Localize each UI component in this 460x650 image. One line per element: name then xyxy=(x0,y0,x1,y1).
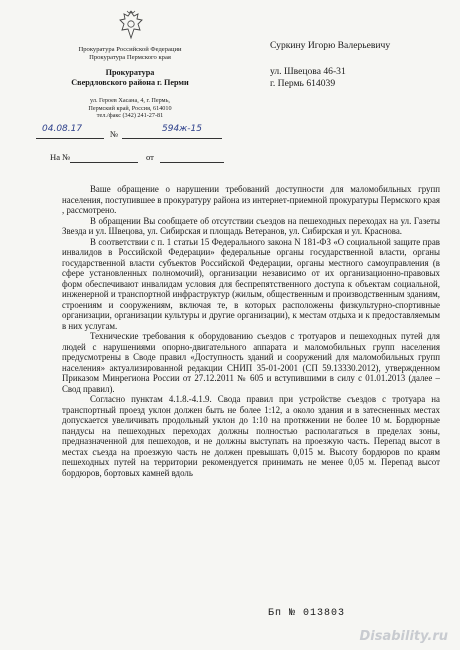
paragraph-4: Технические требования к оборудованию съездов с тротуаров и пешеходных путей для людей с нарушениями опорно-двигательного аппарата и маломобильных групп населения предусмотрены в Своде правил «Доступность зданий и сооружений для маломобильных групп населения» актуализированной редакции СНИП 35-01-2001 (СП 59.13330.2012), утвержденном Приказом Минрегиона России от 27.12.2011 № 605 и вступившими в силу с 01.01.2013 (далее – Свод правил). xyxy=(62,331,440,394)
paragraph-2: В обращении Вы сообщаете об отсутствии съездов на пешеходных переходах на ул. Газеты Звезда и ул. Швецова, ул. Сибирская и площадь Ветеранов, ул. Сибирская и ул. Краснова. xyxy=(62,215,440,236)
org-title xyxy=(40,68,220,87)
org-bold-line2: Свердловского района г. Перми xyxy=(71,77,189,87)
org-line-federal: Прокуратура Российской Федерации xyxy=(78,46,182,53)
letter-body xyxy=(62,184,440,478)
na-label: На № xyxy=(50,152,71,162)
org-names xyxy=(40,46,220,62)
org-line-regional: Прокуратура Пермского края xyxy=(89,54,171,61)
recipient-block xyxy=(270,40,390,90)
ot-underline xyxy=(160,162,224,163)
incoming-reference xyxy=(50,152,240,166)
number-underline xyxy=(122,138,222,139)
handwritten-date: 04.08.17 xyxy=(42,124,83,134)
org-address xyxy=(40,97,220,120)
form-serial-number: Бп № 013803 xyxy=(268,608,346,619)
outgoing-reference xyxy=(36,124,226,142)
recipient-city: г. Пермь 614039 xyxy=(270,78,336,89)
org-bold-line1: Прокуратура xyxy=(105,68,155,77)
recipient-street: ул. Швецова 46-31 xyxy=(270,66,346,77)
number-label: № xyxy=(110,129,119,139)
org-addr-line1: ул. Героев Хасана, 4, г. Пермь, xyxy=(90,97,170,104)
coat-of-arms-emblem xyxy=(118,10,144,42)
recipient-name: Суркину Игорю Валерьевичу xyxy=(270,40,391,51)
na-underline xyxy=(70,162,138,163)
site-watermark: Disability.ru xyxy=(359,629,448,644)
org-addr-line2: Пермский край, Россия, 614010 xyxy=(88,104,172,112)
org-addr-line3: тел./факс (342) 241-27-81 xyxy=(96,112,164,120)
handwritten-number: 594ж-15 xyxy=(162,124,202,134)
ot-label: от xyxy=(146,152,154,162)
paragraph-3: В соответствии с п. 1 статьи 15 Федерального закона N 181-ФЗ «О социальной защите прав инвалидов в Российской Федерации» федеральные органы государственной власти, органы государственной власти субъектов Российской Федерации, органы местного самоуправления (в сфере установленных полномочий), организации независимо от их организационно-правовых форм обеспечивают инвалидам условия для беспрепятственного доступа к объектам социальной, инженерной и транспортной инфраструктур (жилым, общественным и производственным зданиям, строениям и сооружениям, включая те, в которых расположены физкультурно-спортивные организации, организации культуры и другие организации), к местам отдыха и к предоставляемым в них услугам. xyxy=(62,236,440,331)
paragraph-5: Согласно пунктам 4.1.8.-4.1.9. Свода правил при устройстве съездов с тротуара на транспортный проезд уклон должен быть не более 1:12, а около здания и в затесненных местах допускается увеличивать продольный уклон до 1:10 на протяжении не более 10 м. Бордюрные пандусы на пешеходных переходах должны полностью располагаться в пределах зоны, предназначенной для пешеходов, и не должны выступать на проезжую часть. Перепад высот в местах съезда на проезжую часть не должен превышать 0,015 м. Высоту бордюров по краям пешеходных путей на территории рекомендуется принимать не менее 0,05 м. Перепад высот бордюров, бортовых камней вдоль xyxy=(62,394,440,478)
date-underline xyxy=(36,138,104,139)
paragraph-1: Ваше обращение о нарушении требований доступности для маломобильных групп населения, поступившее в прокуратуру района из интернет-приемной прокуратуры Пермского края , рассмотрено. xyxy=(62,184,440,215)
